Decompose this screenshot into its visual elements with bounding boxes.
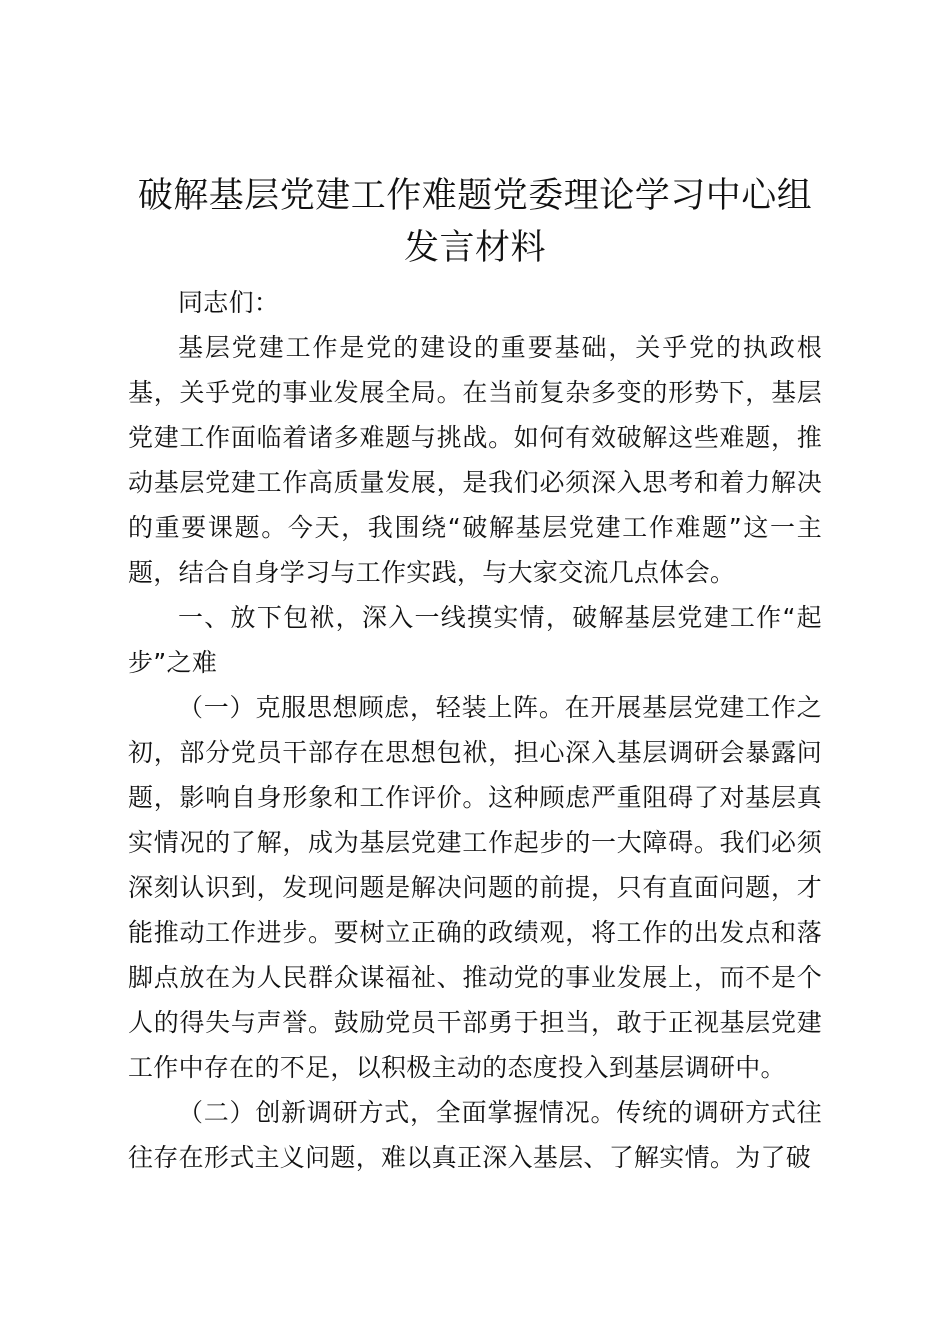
document-page <box>128 170 822 1180</box>
subsection-paragraph-1: （一）克服思想顾虑，轻装上阵。在开展基层党建工作之初，部分党员干部存在思想包袱，担心深入基层调研会暴露问题，影响自身形象和工作评价。这种顾虑严重阻碍了对基层真实情况的了解，成为基层党建工作起步的一大障碍。我们必须深刻认识到，发现问题是解决问题的前提，只有直面问题，才能推动工作进步。要树立正确的政绩观，将工作的出发点和落脚点放在为人民群众谋福祉、推动党的事业发展上，而不是个人的得失与声誉。鼓励党员干部勇于担当，敢于正视基层党建工作中存在的不足，以积极主动的态度投入到基层调研中。 <box>128 693 822 1082</box>
section-heading: 一、放下包袱，深入一线摸实情，破解基层党建工作“起步”之难 <box>128 603 822 677</box>
salutation: 同志们： <box>178 288 280 317</box>
document-title: 破解基层党建工作难题党委理论学习中心组发言材料 <box>137 176 813 268</box>
subsection-paragraph-2: （二）创新调研方式，全面掌握情况。传统的调研方式往往存在形式主义问题，难以真正深入基层、了解实情。为了破 <box>128 1098 822 1172</box>
intro-paragraph: 基层党建工作是党的建设的重要基础，关乎党的执政根基，关乎党的事业发展全局。在当前复杂多变的形势下，基层党建工作面临着诸多难题与挑战。如何有效破解这些难题，推动基层党建工作高质量发展，是我们必须深入思考和着力解决的重要课题。今天，我围绕“破解基层党建工作难题”这一主题，结合自身学习与工作实践，与大家交流几点体会。 <box>128 333 822 587</box>
